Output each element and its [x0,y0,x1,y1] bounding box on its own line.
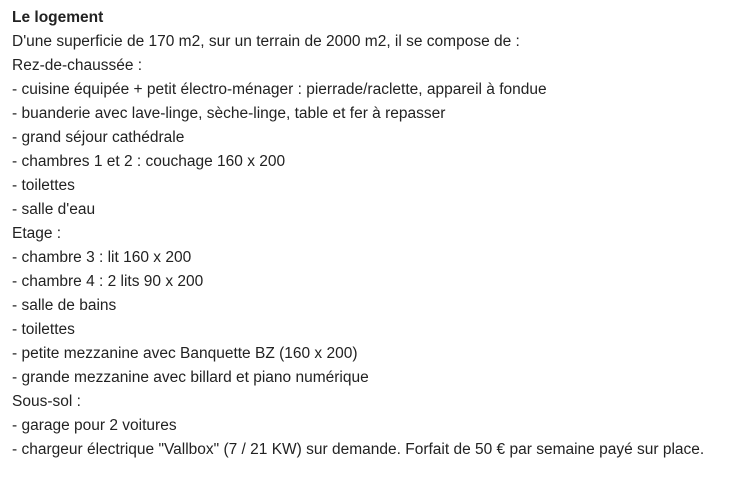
description-line: - toilettes [12,177,75,194]
description-line: - buanderie avec lave-linge, sèche-linge, table et fer à repasser [12,105,446,122]
description-line: - chargeur électrique "Vallbox" (7 / 21 KW) sur demande. Forfait de 50 € par semaine payé sur place. [12,441,705,458]
description-line: Etage : [12,225,62,242]
description-line: - chambres 1 et 2 : couchage 160 x 200 [12,153,286,170]
description-line: Sous-sol : [12,393,81,410]
description-line: Rez-de-chaussée : [12,57,143,74]
listing-description-section [12,6,737,462]
description-line: - petite mezzanine avec Banquette BZ (160 x 200) [12,345,358,362]
description-line: - toilettes [12,321,75,338]
description-line: - chambre 4 : 2 lits 90 x 200 [12,273,204,290]
description-line: - grande mezzanine avec billard et piano numérique [12,369,369,386]
description-lines [12,30,737,462]
description-line: - cuisine équipée + petit électro-ménager : pierrade/raclette, appareil à fondue [12,81,547,98]
description-line: - salle de bains [12,297,117,314]
description-line: D'une superficie de 170 m2, sur un terrain de 2000 m2, il se compose de : [12,33,520,50]
description-line: - salle d'eau [12,201,96,218]
description-line: - garage pour 2 voitures [12,417,177,434]
section-title: Le logement [12,9,104,26]
description-line: - chambre 3 : lit 160 x 200 [12,249,192,266]
description-line: - grand séjour cathédrale [12,129,185,146]
